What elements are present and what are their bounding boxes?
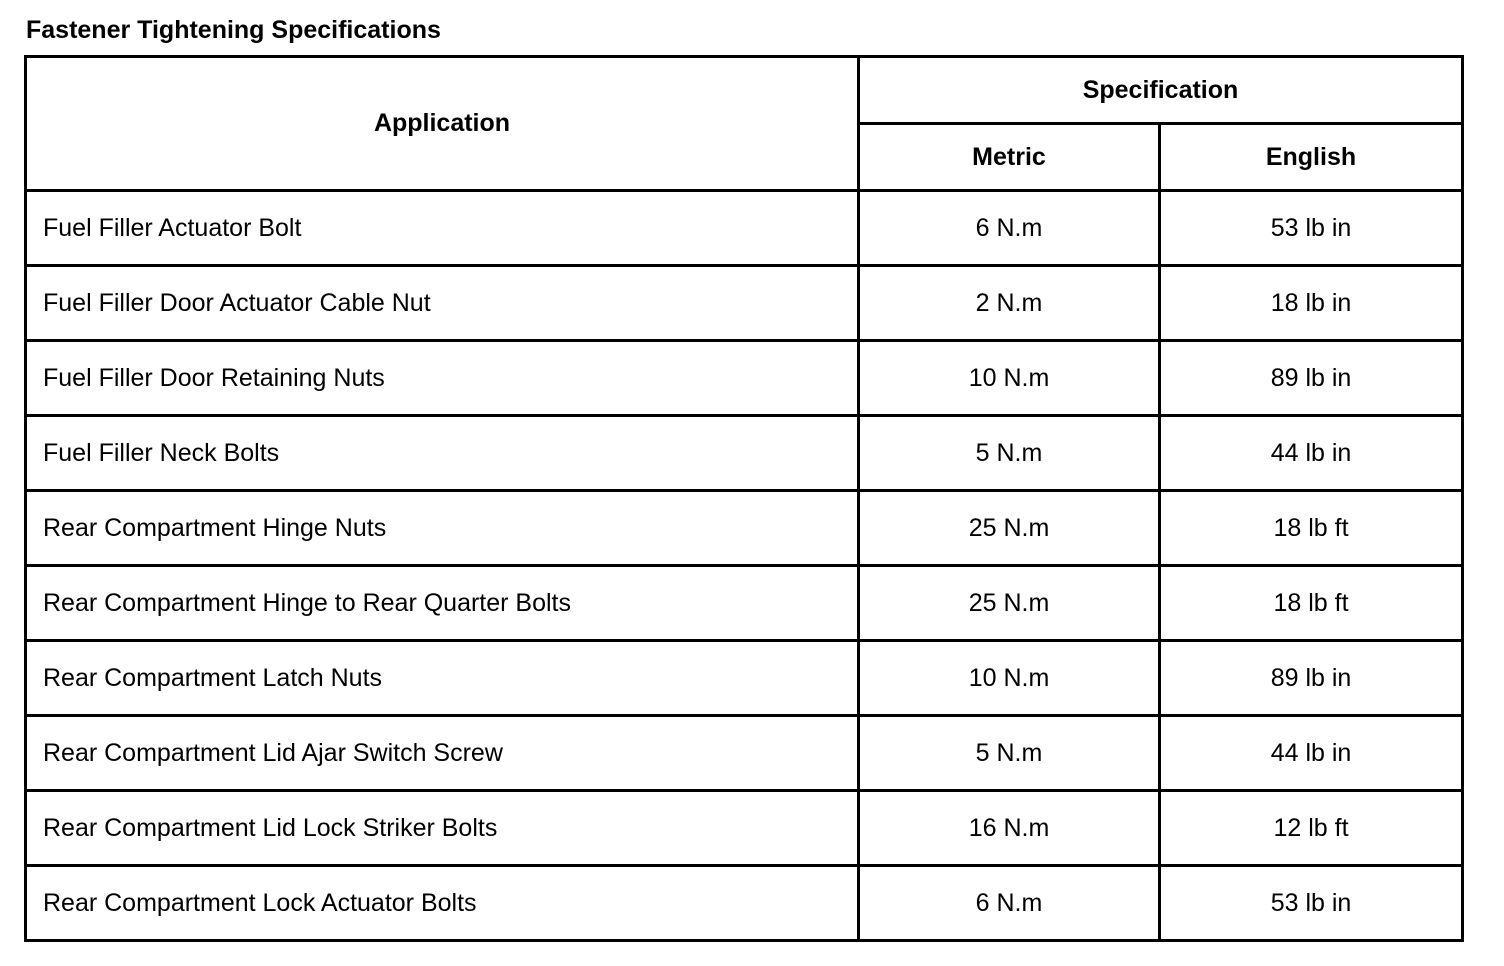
english-cell: 44 lb in: [1160, 716, 1463, 791]
english-cell: 89 lb in: [1160, 641, 1463, 716]
english-cell: 18 lb ft: [1160, 491, 1463, 566]
application-cell: Rear Compartment Hinge Nuts: [26, 491, 859, 566]
metric-cell: 16 N.m: [859, 791, 1160, 866]
table-body: [26, 191, 1463, 941]
english-cell: 53 lb in: [1160, 191, 1463, 266]
table-row: [26, 416, 1463, 491]
metric-cell: 6 N.m: [859, 866, 1160, 941]
english-cell: 44 lb in: [1160, 416, 1463, 491]
english-cell: 53 lb in: [1160, 866, 1463, 941]
page-title: Fastener Tightening Specifications: [26, 16, 441, 44]
column-header-application: Application: [26, 57, 859, 191]
table-row: [26, 341, 1463, 416]
application-cell: Rear Compartment Lid Ajar Switch Screw: [26, 716, 859, 791]
specifications-table: [24, 55, 1464, 942]
table-row: [26, 191, 1463, 266]
metric-cell: 2 N.m: [859, 266, 1160, 341]
application-cell: Rear Compartment Lid Lock Striker Bolts: [26, 791, 859, 866]
table-row: [26, 491, 1463, 566]
english-cell: 18 lb in: [1160, 266, 1463, 341]
english-cell: 18 lb ft: [1160, 566, 1463, 641]
metric-cell: 25 N.m: [859, 491, 1160, 566]
metric-cell: 5 N.m: [859, 716, 1160, 791]
application-cell: Rear Compartment Lock Actuator Bolts: [26, 866, 859, 941]
header-row-top: [26, 57, 1463, 124]
application-cell: Fuel Filler Door Actuator Cable Nut: [26, 266, 859, 341]
application-cell: Fuel Filler Neck Bolts: [26, 416, 859, 491]
table-header: [26, 57, 1463, 191]
column-header-metric: Metric: [859, 124, 1160, 191]
metric-cell: 10 N.m: [859, 341, 1160, 416]
table-row: [26, 641, 1463, 716]
table-row: [26, 566, 1463, 641]
table-row: [26, 716, 1463, 791]
application-cell: Fuel Filler Door Retaining Nuts: [26, 341, 859, 416]
application-cell: Rear Compartment Latch Nuts: [26, 641, 859, 716]
column-header-specification: Specification: [859, 57, 1463, 124]
metric-cell: 5 N.m: [859, 416, 1160, 491]
english-cell: 12 lb ft: [1160, 791, 1463, 866]
table-row: [26, 266, 1463, 341]
english-cell: 89 lb in: [1160, 341, 1463, 416]
column-header-english: English: [1160, 124, 1463, 191]
metric-cell: 25 N.m: [859, 566, 1160, 641]
table-row: [26, 791, 1463, 866]
table-row: [26, 866, 1463, 941]
metric-cell: 6 N.m: [859, 191, 1160, 266]
application-cell: Rear Compartment Hinge to Rear Quarter Bolts: [26, 566, 859, 641]
metric-cell: 10 N.m: [859, 641, 1160, 716]
application-cell: Fuel Filler Actuator Bolt: [26, 191, 859, 266]
